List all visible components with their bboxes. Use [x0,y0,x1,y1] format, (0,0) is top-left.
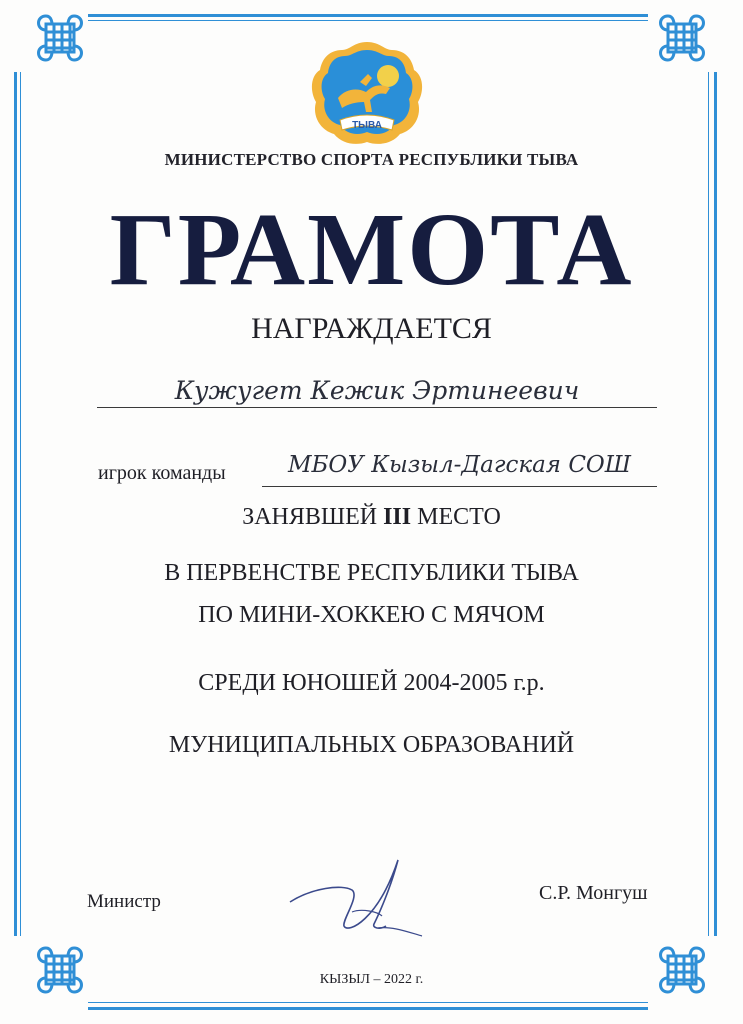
frame-top-outer [88,14,648,17]
endless-knot-icon [30,8,90,68]
endless-knot-icon [652,8,712,68]
team-underline [262,486,657,487]
endless-knot-icon [652,940,712,1000]
municipal-line: МУНИЦИПАЛЬНЫХ ОБРАЗОВАНИЙ [168,732,575,758]
place-number: III [383,504,412,530]
endless-knot-icon [30,940,90,1000]
place-date-footer: КЫЗЫЛ – 2022 г. [319,972,424,987]
age-group-line: СРЕДИ ЮНОШЕЙ 2004-2005 г.р. [198,670,545,696]
certificate-title: ГРАМОТА [109,192,634,307]
team-label: игрок команды [98,462,226,484]
minister-name: С.Р. Монгуш [539,882,648,904]
awarded-label: НАГРАЖДАЕТСЯ [251,312,492,345]
place-line [0,504,743,531]
frame-top-inner [88,20,648,21]
svg-text:ТЫВА: ТЫВА [352,120,382,131]
place-suffix: МЕСТО [417,504,501,530]
minister-title: Министр [87,891,161,912]
place-prefix: ЗАНЯВШЕЙ [242,504,378,530]
championship-line: В ПЕРВЕНСТВЕ РЕСПУБЛИКИ ТЫВА [164,560,579,586]
frame-bottom-inner [88,1002,648,1003]
team-value: МБОУ Кызыл-Дагская СОШ [287,452,632,478]
recipient-name: Кужугет Кежик Эртинеевич [174,376,580,405]
republic-emblem-icon [308,38,426,148]
recipient-underline [97,407,657,408]
signature-icon [282,850,432,940]
frame-bottom-outer [88,1007,648,1010]
sport-line: ПО МИНИ-ХОККЕЮ С МЯЧОМ [198,602,545,628]
ministry-heading: МИНИСТЕРСТВО СПОРТА РЕСПУБЛИКИ ТЫВА [164,150,579,169]
